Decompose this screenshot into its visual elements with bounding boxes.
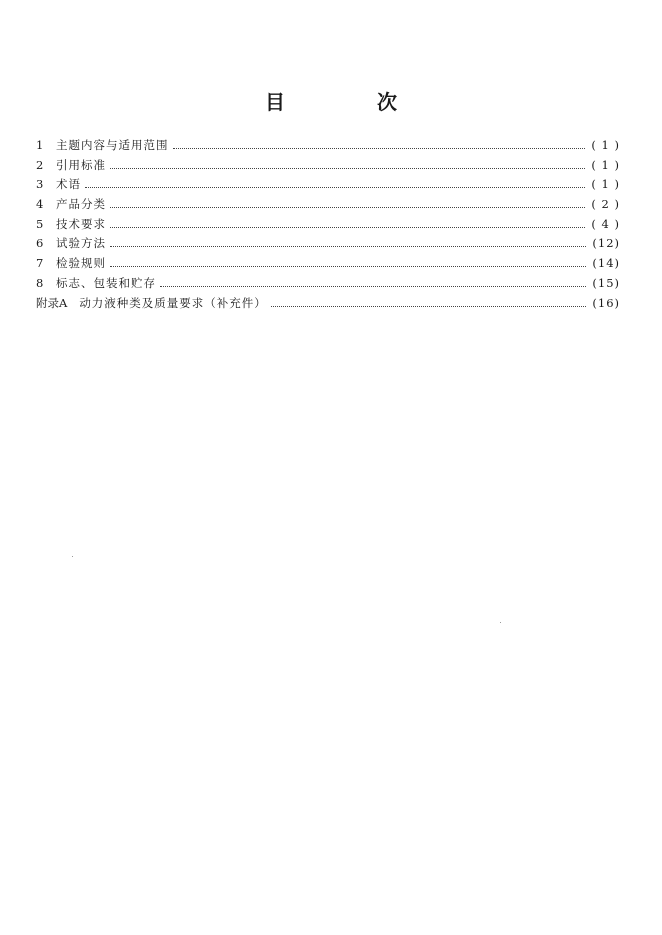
- toc-dot-leader: [85, 187, 585, 188]
- toc-entry-page: ( 1 ): [591, 177, 620, 192]
- toc-entry[interactable]: [36, 234, 620, 254]
- toc-entry[interactable]: [36, 175, 620, 195]
- toc-entry[interactable]: [36, 274, 620, 294]
- toc-entry-page: (14): [592, 256, 620, 271]
- toc-entry-page: ( 1 ): [591, 157, 620, 172]
- toc-dot-leader: [110, 266, 586, 267]
- toc-entry-title: 检验规则: [56, 256, 106, 271]
- toc-entry-page: (12): [592, 236, 620, 251]
- toc-entry-number: 7: [36, 256, 44, 271]
- toc-dot-leader: [271, 306, 587, 307]
- toc-entry-number: 1: [36, 138, 44, 152]
- scan-speck: [500, 622, 501, 623]
- table-of-contents: [36, 136, 620, 313]
- toc-dot-leader: [173, 148, 586, 149]
- toc-entry[interactable]: [36, 195, 620, 215]
- toc-entry-number: 2: [36, 157, 44, 172]
- toc-entry-title: 引用标准: [56, 157, 106, 172]
- toc-entry-appendix[interactable]: [36, 294, 620, 314]
- toc-dot-leader: [110, 246, 586, 247]
- toc-entry-title: 技术要求: [56, 216, 106, 231]
- toc-entry-title: 主题内容与适用范围: [56, 138, 169, 152]
- toc-dot-leader: [110, 168, 585, 169]
- toc-entry-number: 3: [36, 177, 44, 192]
- toc-dot-leader: [160, 286, 586, 287]
- toc-entry-number: 4: [36, 197, 44, 212]
- toc-entry-title: 试验方法: [56, 236, 106, 251]
- scan-speck: [72, 556, 73, 557]
- toc-entry-page: ( 2 ): [591, 197, 620, 212]
- toc-entry-number: 附录A: [36, 295, 68, 310]
- toc-entry-title: 标志、包装和贮存: [56, 275, 156, 290]
- toc-dot-leader: [110, 207, 585, 208]
- toc-entry-title: 术语: [56, 177, 81, 192]
- toc-entry[interactable]: [36, 136, 620, 156]
- toc-entry-page: ( 4 ): [591, 216, 620, 231]
- toc-entry[interactable]: [36, 156, 620, 176]
- toc-entry-title: 动力液种类及质量要求（补充件）: [79, 295, 267, 310]
- toc-entry-number: 8: [36, 275, 44, 290]
- toc-entry-number: 5: [36, 216, 44, 231]
- toc-title: 目 次: [265, 90, 433, 114]
- toc-entry-title: 产品分类: [56, 197, 106, 212]
- toc-entry-page: (15): [592, 275, 620, 290]
- toc-entry[interactable]: [36, 215, 620, 235]
- toc-entry-page: ( 1 ): [591, 138, 620, 152]
- toc-entry-number: 6: [36, 236, 44, 251]
- toc-entry[interactable]: [36, 254, 620, 274]
- toc-entry-page: (16): [592, 295, 620, 310]
- toc-dot-leader: [110, 227, 585, 228]
